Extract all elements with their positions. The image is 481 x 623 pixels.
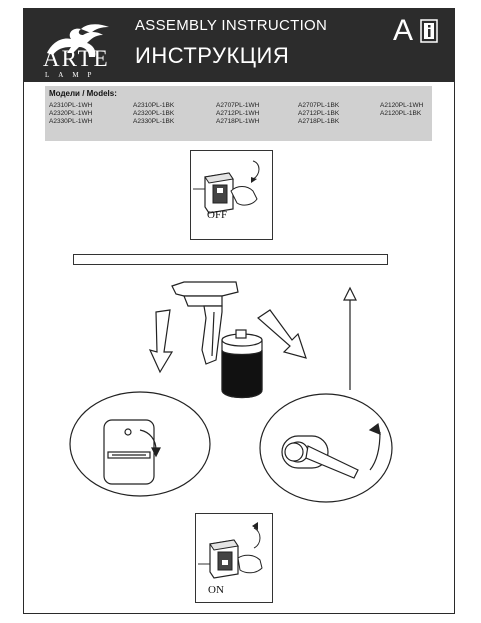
adapter-rotate-icon	[104, 420, 160, 484]
switch-on-icon	[196, 514, 274, 584]
title-english: ASSEMBLY INSTRUCTION	[135, 17, 328, 34]
language-letter: A	[393, 14, 414, 47]
model-code: A2320PL-1WH	[49, 110, 93, 117]
insert-arrow-icon	[150, 310, 172, 372]
model-code: A2120PL-1WH	[380, 102, 424, 109]
push-arrow-icon	[258, 310, 306, 358]
lamp-body-icon	[222, 330, 262, 398]
model-code: A2330PL-1BK	[133, 118, 175, 125]
model-code: A2310PL-1WH	[49, 102, 93, 109]
model-code: A2718PL-1WH	[216, 118, 260, 125]
model-code: A2320PL-1BK	[133, 110, 175, 117]
models-title: Модели / Models:	[49, 89, 117, 98]
brand-name: ARTE	[43, 46, 110, 71]
model-code: A2707PL-1BK	[298, 102, 340, 109]
off-label: OFF	[207, 209, 228, 221]
model-code: A2712PL-1BK	[298, 110, 340, 117]
title-russian: ИНСТРУКЦИЯ	[135, 43, 290, 68]
power-on-panel	[195, 513, 273, 603]
model-code: A2310PL-1BK	[133, 102, 175, 109]
model-code: A2718PL-1BK	[298, 118, 340, 125]
model-code: A2330PL-1WH	[49, 118, 93, 125]
model-code: A2707PL-1WH	[216, 102, 260, 109]
model-code: A2120PL-1BK	[380, 110, 422, 117]
on-label: ON	[208, 584, 224, 596]
model-code: A2712PL-1WH	[216, 110, 260, 117]
lift-arrow-icon	[344, 288, 356, 390]
brand-subtitle: LAMP	[45, 71, 101, 79]
